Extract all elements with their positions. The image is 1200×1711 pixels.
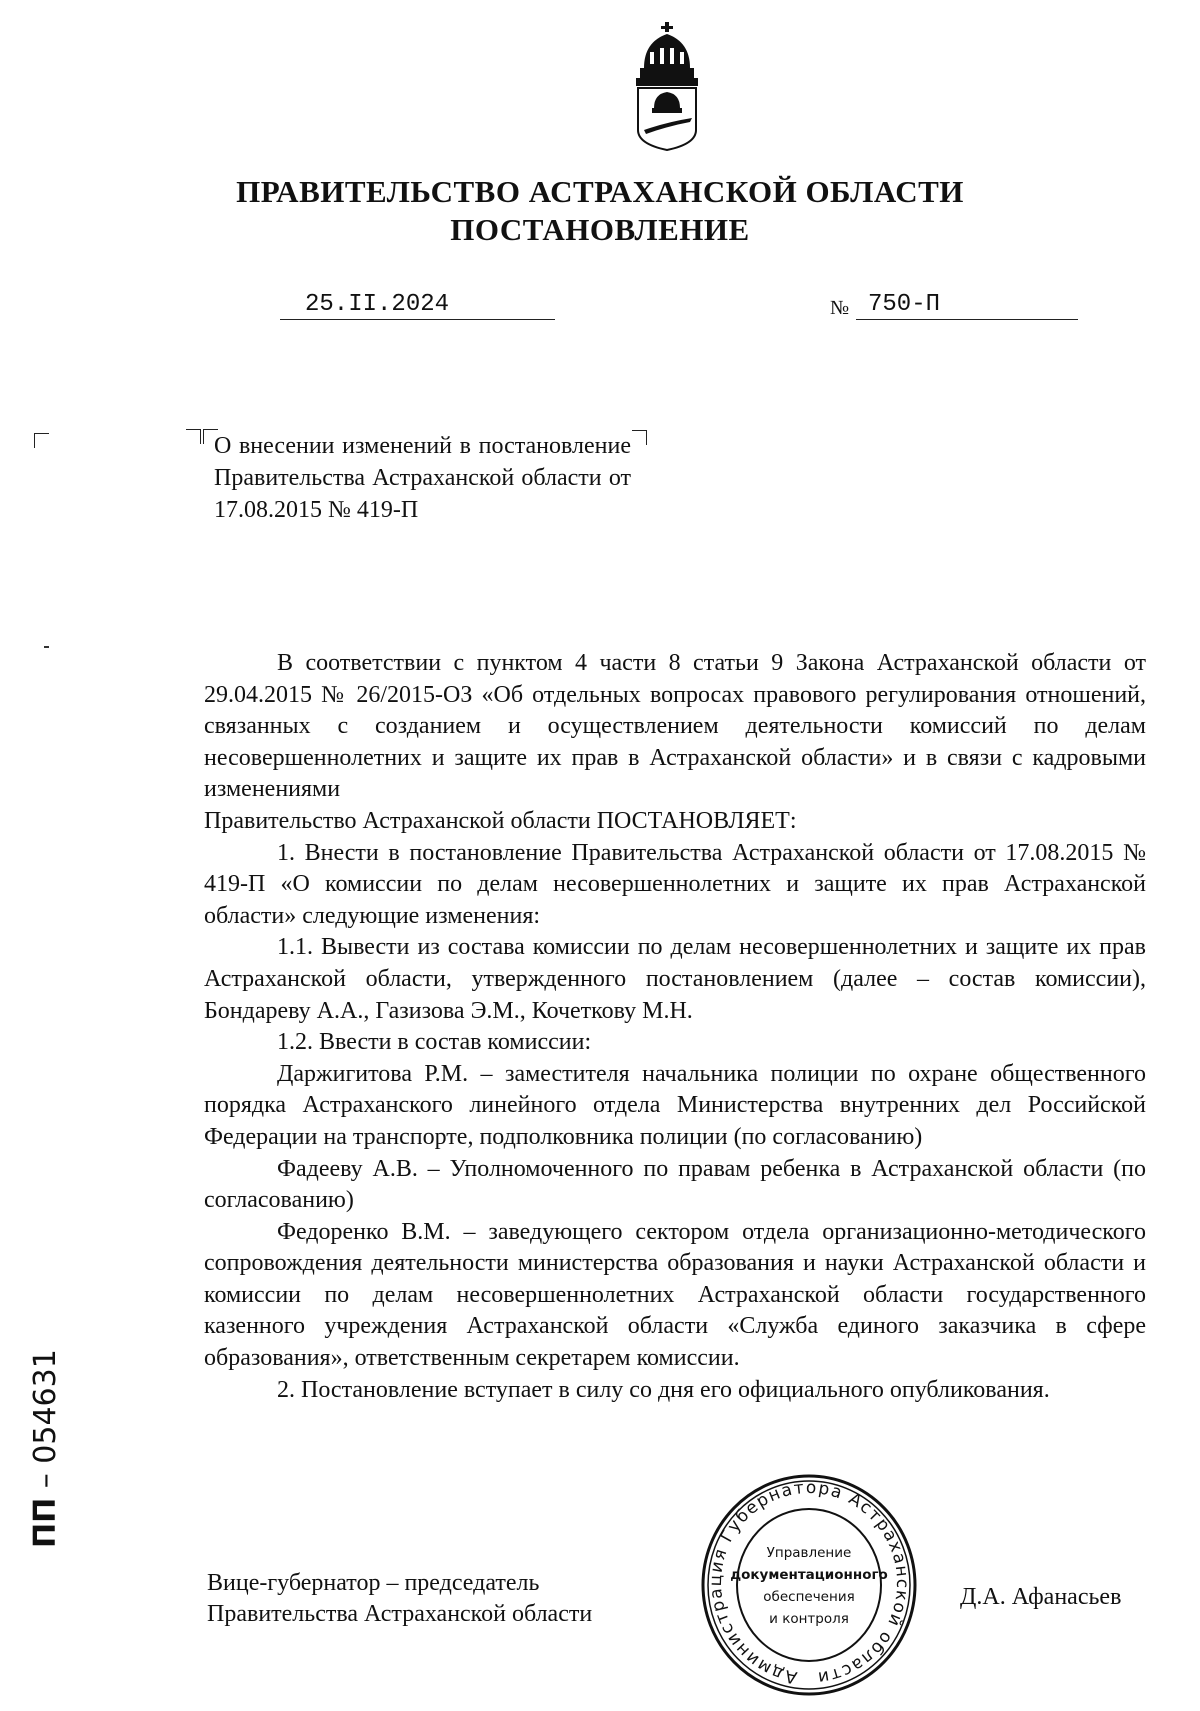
official-seal-stamp — [700, 1473, 918, 1697]
subject-bracket-mark — [632, 430, 647, 445]
document-body — [204, 648, 1146, 1406]
seal-center-line: документационного — [730, 1567, 888, 1583]
seal-center-line: обеспечения — [763, 1589, 855, 1605]
seal-center-line: и контроля — [769, 1611, 849, 1627]
form-serial-number — [28, 1349, 63, 1548]
margin-corner-mark — [34, 433, 49, 448]
signatory-title-line: Вице-губернатор – председатель — [207, 1570, 540, 1596]
body-paragraph: Федоренко В.М. – заведующего сектором отдела организационно-методического сопровождения деятельности министерства образования и науки Астраханской области и комиссии по делам несовершеннолетних Астраханской области государственного казенного учреждения Астраханской области «Служба единого заказчика в сфере образования», ответственным секретарем комиссии. — [204, 1218, 1146, 1372]
body-paragraph: 1.1. Вывести из состава комиссии по делам несовершеннолетних и защите их прав Астраханской области, утвержденного постановлением (далее – состав комиссии), Бондареву А.А., Газизова Э.М., Кочеткову М.Н. — [204, 934, 1146, 1024]
number-underline — [856, 319, 1078, 320]
document-subject: О внесении изменений в постановление Правительства Астраханской области от 17.08.2015 № 419-П — [214, 433, 631, 523]
date-underline — [280, 319, 555, 320]
document-type-title: ПОСТАНОВЛЕНИЕ — [450, 212, 750, 247]
body-paragraph: Правительство Астраханской области ПОСТАНОВЛЯЕТ: — [204, 807, 797, 834]
coat-of-arms-icon — [630, 22, 704, 152]
body-paragraph: 1.2. Ввести в состав комиссии: — [277, 1029, 592, 1056]
serial-series: ПП — [28, 1497, 63, 1548]
signatory-title-line: Правительства Астраханской области — [207, 1601, 593, 1627]
number-sign: № — [830, 297, 850, 319]
serial-number: 054631 — [28, 1349, 63, 1464]
body-paragraph: Даржигитова Р.М. – заместителя начальника полиции по охране общественного порядка Астраханского линейного отдела Министерства внутренних дел Российской Федерации на транспорте, подполковника полиции (по согласованию) — [204, 1060, 1146, 1150]
document-date: 25.II.2024 — [305, 291, 450, 318]
body-paragraph: Фадееву А.В. – Уполномоченного по правам ребенка в Астраханской области (по согласованию) — [204, 1155, 1146, 1214]
serial-separator: – — [28, 1463, 63, 1498]
body-paragraph: В соответствии с пунктом 4 части 8 статьи 9 Закона Астраханской области от 29.04.2015 № 26/2015-ОЗ «Об отдельных вопросах правового регулирования отношений, связанных с созданием и осуществлением деятельности комиссий по делам несовершеннолетних и защите их прав в Астраханской области» и в связи с кадровыми изменениями — [204, 650, 1146, 803]
organization-title: ПРАВИТЕЛЬСТВО АСТРАХАНСКОЙ ОБЛАСТИ — [236, 174, 964, 209]
body-paragraph: 1. Внести в постановление Правительства Астраханской области от 17.08.2015 № 419-П «О комиссии по делам несовершеннолетних и защите их прав Астраханской области» следующие изменения: — [204, 839, 1146, 929]
signatory-title — [207, 1568, 592, 1630]
seal-center-line: Управление — [766, 1545, 852, 1561]
seal-ring-text: Администрация Губернатора Астраханской области — [705, 1477, 913, 1688]
document-number: 750-П — [868, 291, 941, 318]
signatory-name: Д.А. Афанасьев — [960, 1584, 1122, 1610]
subject-bracket-mark — [186, 429, 201, 444]
body-paragraph: 2. Постановление вступает в силу со дня его официального опубликования. — [277, 1376, 1050, 1403]
scan-speck — [44, 646, 49, 648]
